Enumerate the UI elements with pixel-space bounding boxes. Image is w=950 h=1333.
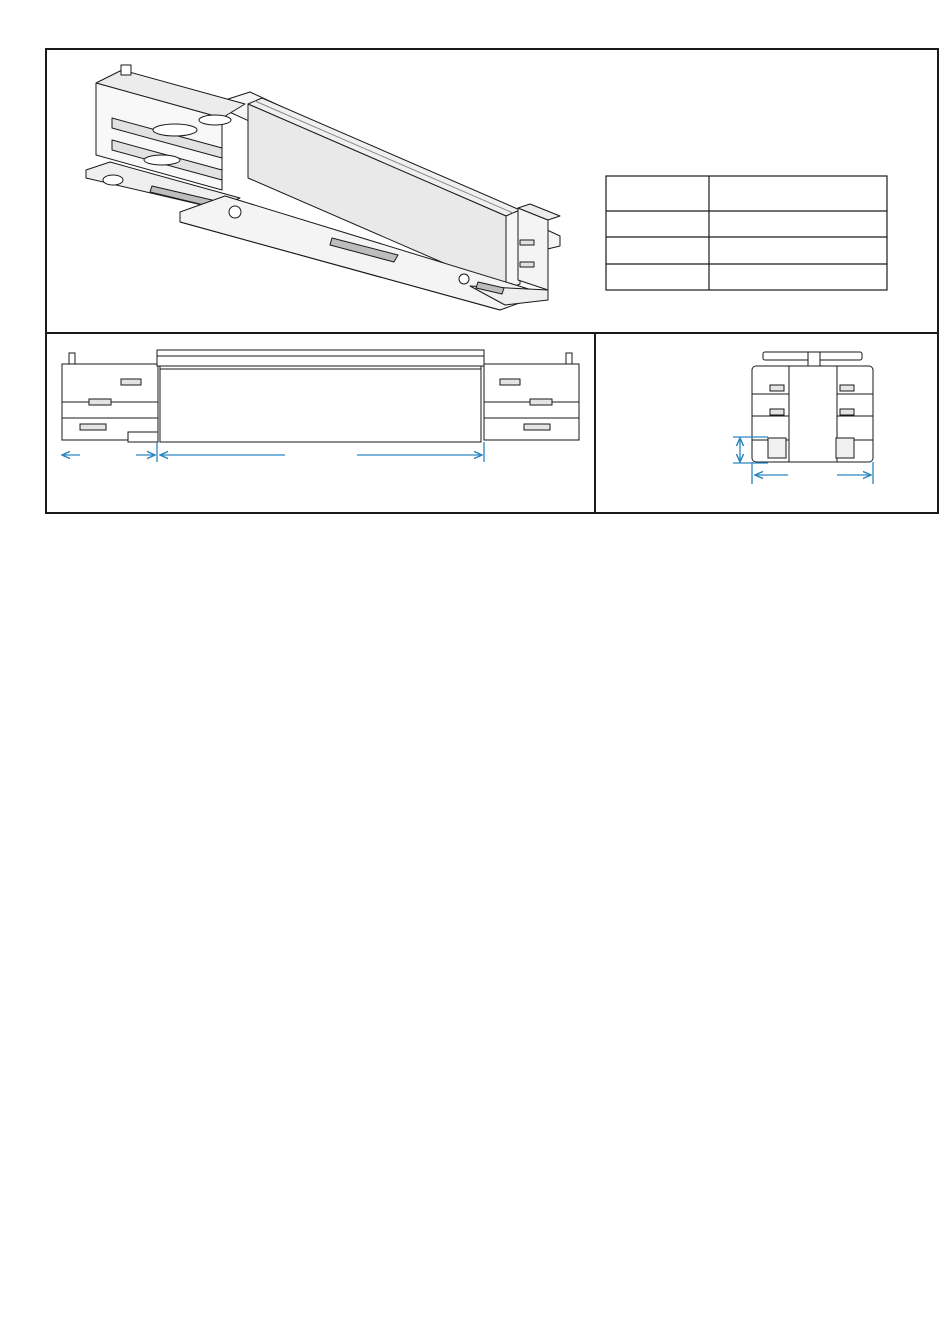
front-box-body — [160, 366, 481, 442]
front-right-slot-2 — [530, 399, 552, 405]
front-box-lid-rim — [157, 356, 484, 366]
side-view — [752, 352, 873, 462]
front-view — [62, 350, 579, 442]
front-right-connector-top — [484, 364, 579, 402]
side-slot-6 — [836, 438, 854, 458]
front-left-pin — [69, 353, 75, 364]
iso-right-connector — [518, 208, 548, 290]
front-left-connector-top — [62, 364, 158, 402]
spec-table — [606, 176, 887, 290]
side-inner-core — [789, 366, 837, 462]
front-right-pin — [566, 353, 572, 364]
iso-right-slot-1 — [520, 240, 534, 245]
front-box-lid — [157, 350, 484, 356]
isometric-view — [86, 65, 560, 310]
iso-left-base-hole — [103, 175, 123, 185]
front-left-slot-1 — [121, 379, 141, 385]
iso-left-hole-2 — [144, 155, 180, 165]
side-slot-3 — [770, 409, 784, 415]
iso-right-slot-2 — [520, 262, 534, 267]
front-right-slot-1 — [500, 379, 520, 385]
iso-left-pin — [121, 65, 131, 75]
side-slot-4 — [840, 409, 854, 415]
side-top-pin — [808, 352, 820, 366]
iso-screw-left — [229, 206, 241, 218]
spec-table-border — [606, 176, 887, 290]
iso-left-hole-3 — [199, 115, 231, 125]
front-right-slot-3 — [524, 424, 550, 430]
iso-left-hole-1 — [153, 124, 197, 136]
front-left-slot-3 — [80, 424, 106, 430]
iso-screw-right — [459, 274, 469, 284]
front-left-slot-2 — [89, 399, 111, 405]
front-left-foot — [128, 432, 158, 442]
side-slot-5 — [768, 438, 786, 458]
front-view-dimensions — [62, 442, 484, 462]
side-slot-2 — [840, 385, 854, 391]
side-slot-1 — [770, 385, 784, 391]
